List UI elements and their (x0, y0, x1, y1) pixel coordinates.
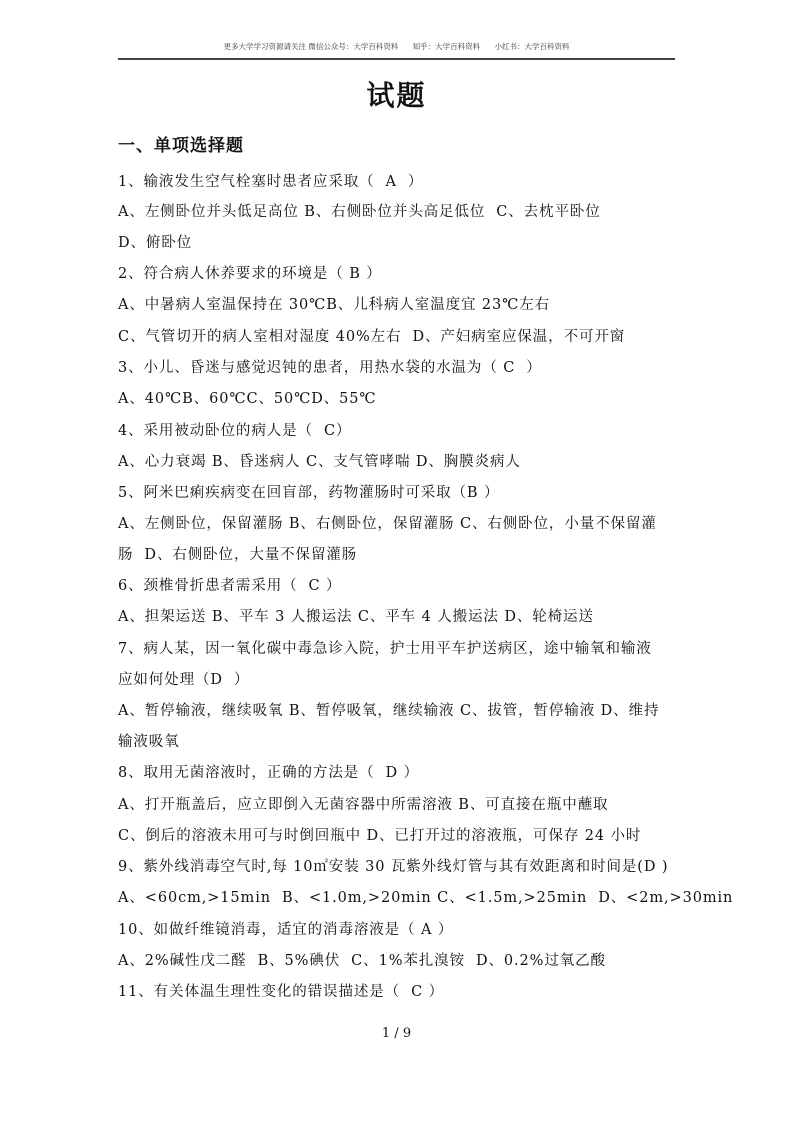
answer-options-text: A、2%碱性戊二醛 B、5%碘伏 C、1%苯扎溴铵 D、0.2%过氧乙酸 (118, 953, 606, 969)
question-text: 2、符合病人休养要求的环境是（ B ） (118, 266, 382, 282)
question-text: 6、颈椎骨折患者需采用（ C ） (118, 578, 342, 594)
header-divider (118, 58, 675, 60)
page-header-text: 更多大学学习资源请关注 微信公众号：大学百科资料 知乎：大学百科资料 小红书：大学百科资料 (223, 42, 570, 51)
answer-options-text: 应如何处理（D ） (118, 672, 250, 688)
answer-options-text: A、心力衰竭 B、昏迷病人 C、支气管哮喘 D、胸膜炎病人 (118, 454, 521, 470)
question-text: 3、小儿、昏迷与感觉迟钝的患者，用热水袋的水温为（ C ） (118, 360, 542, 376)
question-text: 8、取用无菌溶液时，正确的方法是（ D ） (118, 765, 419, 781)
answer-options-text: 肠 D、右侧卧位，大量不保留灌肠 (118, 547, 358, 563)
answer-options-text: A、左侧卧位并头低足高位 B、右侧卧位并头高足低位 C、去枕平卧位 (118, 204, 601, 220)
question-text: 7、病人某，因一氧化碳中毒急诊入院，护士用平车护送病区，途中输氧和输液 (118, 641, 652, 657)
question-text: 9、紫外线消毒空气时,每 10㎡安装 30 瓦紫外线灯管与其有效距离和时间是(D ) (118, 859, 669, 875)
question-text: 5、阿米巴痢疾病变在回盲部，药物灌肠时可采取（B ） (118, 485, 500, 501)
answer-options-text: A、<60cm,>15min B、<1.0m,>20min C、<1.5m,>25min D、<2m,>30min (118, 890, 734, 906)
answer-options-text: C、倒后的溶液未用可与时倒回瓶中 D、已打开过的溶液瓶，可保存 24 小时 (118, 828, 642, 844)
answer-options-text: A、担架运送 B、平车 3 人搬运法 C、平车 4 人搬运法 D、轮椅运送 (118, 609, 594, 625)
document-title: 试题 (366, 79, 427, 112)
answer-options-text: C、气管切开的病人室相对湿度 40%左右 D、产妇病室应保温，不可开窗 (118, 329, 626, 345)
question-text: 4、采用被动卧位的病人是（ C） (118, 423, 352, 439)
answer-options-text: A、40℃B、60℃C、50℃D、55℃ (118, 391, 377, 407)
answer-options-text: D、俯卧位 (118, 235, 193, 251)
question-text: 11、有关体温生理性变化的错误描述是（ C ） (118, 984, 444, 1000)
answer-options-text: A、中暑病人室温保持在 30℃B、儿科病人室温度宜 23℃左右 (118, 297, 551, 313)
answer-options-text: 输液吸氧 (118, 734, 180, 750)
answer-options-text: A、打开瓶盖后，应立即倒入无菌容器中所需溶液 B、可直接在瓶中蘸取 (118, 797, 609, 813)
question-text: 1、输液发生空气栓塞时患者应采取（ A ） (118, 174, 424, 190)
page-number: 1 / 9 (381, 1026, 412, 1041)
question-text: 10、如做纤维镜消毒，适宜的消毒溶液是（ A ） (118, 922, 454, 938)
answer-options-text: A、左侧卧位，保留灌肠 B、右侧卧位，保留灌肠 C、右侧卧位，小量不保留灌 (118, 516, 657, 532)
answer-options-text: A、暂停输液，继续吸氧 B、暂停吸氧，继续输液 C、拔管，暂停输液 D、维持 (118, 703, 660, 719)
section-heading: 一、单项选择题 (118, 136, 244, 156)
